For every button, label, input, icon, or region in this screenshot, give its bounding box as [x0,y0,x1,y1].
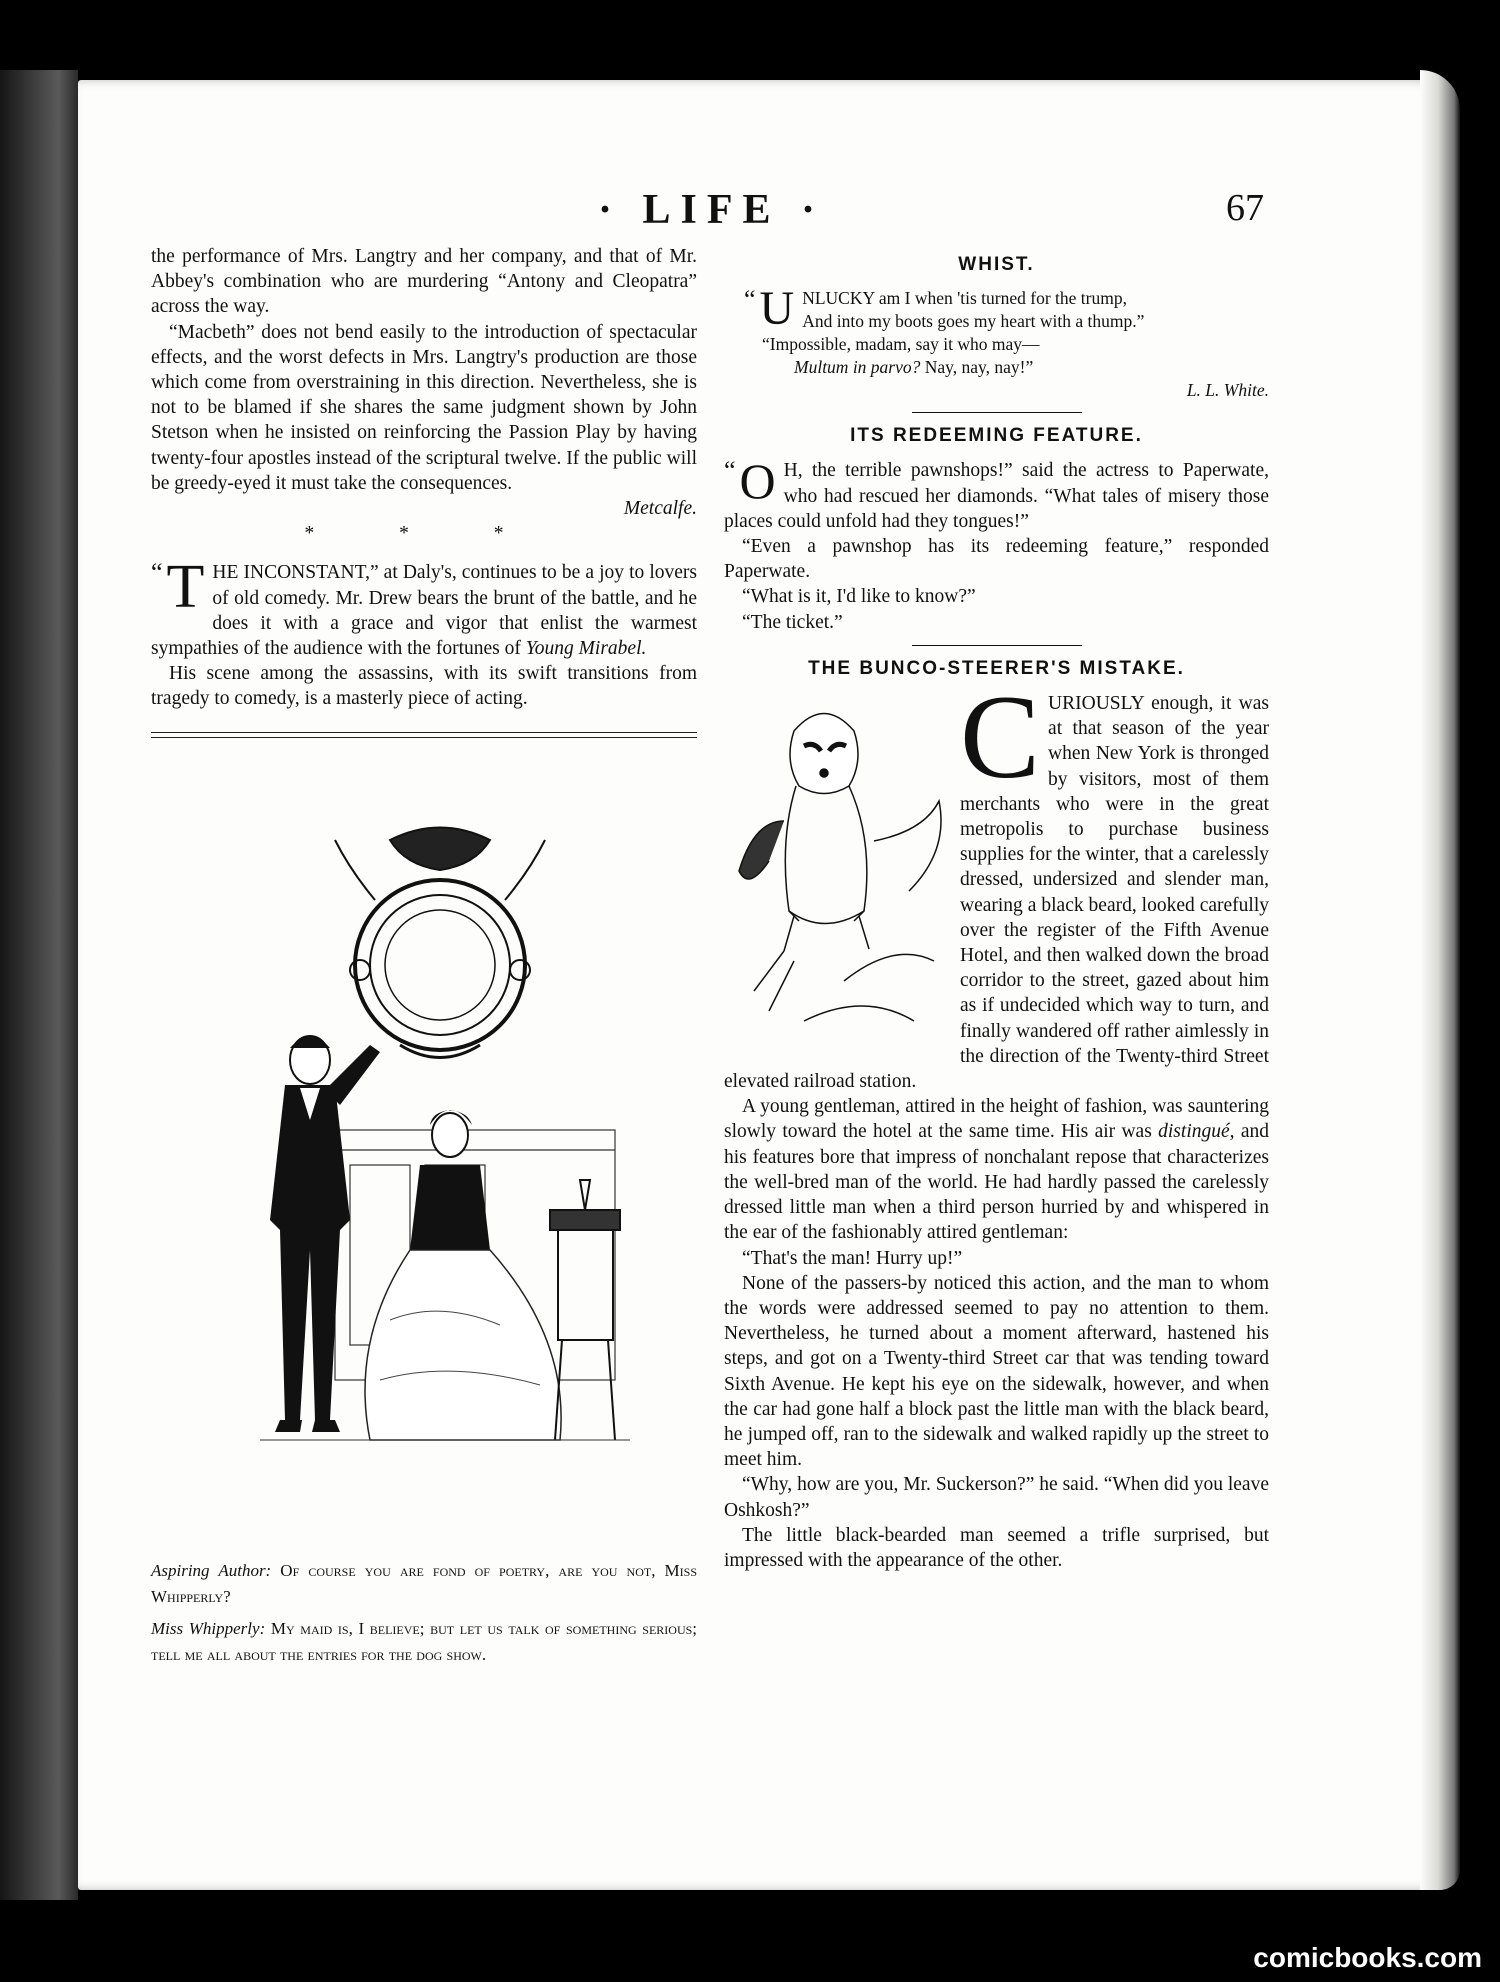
section-separator: * * * [304,523,544,545]
quote-mark: “ [151,558,163,588]
drop-cap: T [166,553,205,622]
paragraph-text: URIOUSLY enough, it was at that season of the year when New York is thronged by visitors, most of them merchants who were in the great metropolis to purchase business supplies for the winter, that a carelessly dressed, undersized and slender man, wearing a black beard, looked carefully over the register of the Fifth Avenue Hotel, and then walked down the broad corridor to the street, gazed about [960,693,1269,992]
section-heading: WHIST. [958,254,1035,275]
paragraph-text: and his features bore that impress of nonchalant repose that characterizes the well-bred man of the world. He had hardly passed the carelessly dressed little man when a third person hurried by and whispered in the ear of the fashionably attired gentleman: [724,1121,1270,1244]
caption-speaker: Miss Whipperly: [151,1619,266,1638]
paragraph-text: A young gentleman, attired in the height of fashion, was sauntering slowly toward the hotel at the same time. His air was [724,1096,1269,1143]
poem-line: And into my boots goes my heart with a thump.” [802,311,1145,332]
drop-cap: O [739,453,776,510]
paragraph: None of the passers-by noticed this action, and the man to whom the words were addressed seemed to pay no attention to them. Nevertheless, he turned about a moment afterward, hastened his steps, and got on a Twenty-third Street car that was tending toward Sixth Avenue. He kept his eye on the sidewalk, however, and when the car had gone half a block past the little man with the black beard, he jumped off, ran to the sidewalk and walked rapidly up the street to meet him. [724,1272,1269,1471]
wall-mirror [335,828,545,1058]
page-edge [1420,70,1460,1890]
italic-text: Young Mirabel. [525,638,647,660]
raccoon-illustration [724,691,954,1046]
signature: Metcalfe. [623,498,697,520]
left-column [151,244,697,738]
divider [912,645,1082,646]
parlor-illustration [240,820,640,1560]
paragraph: “What is it, I'd like to know?” [742,586,976,608]
illustration-caption [151,1558,697,1668]
paragraph-text: H, the terrible pawnshops!” said the actress to Paperwate, who had rescued her diamonds. “What tales of misery those places could unfold had they tongues!” [724,460,1269,532]
poem-italic: Multum in parvo? [794,357,921,378]
quote-mark: “ [724,456,736,486]
right-column [724,244,1269,1573]
caption-line: Of course you are fond of poetry, are you not, Miss Whipperly? [151,1561,697,1606]
divider [912,412,1082,413]
paragraph-text: HE INCONSTANT,” at Daly's, continues to be a joy to lovers of old comedy. Mr. Drew bears the brunt of the battle, and he does it with a grace and vigor that enlist the warmest sympathies of the audience with the fortunes of [151,562,697,660]
watermark: comicbooks.com [1253,1942,1482,1973]
italic-text: distingué, [1158,1121,1235,1143]
gentleman-figure [270,1036,380,1432]
paragraph: “Macbeth” does not bend easily to the introduction of spectacular effects, and the worst defects in Mrs. Langtry's production are those which come from overstraining in this direction. Nevertheless, she is not to be blamed if she shares the same judgment shown by John Stetson when he insisted on reinforcing the Passion Play by having twenty-four apostles instead of the scriptural twelve. If the public will be greedy-eyed it must take the consequences. [151,321,697,494]
caption-speaker: Aspiring Author: [151,1561,272,1580]
quote-mark: “ [744,285,756,315]
paragraph: The little black-bearded man seemed a trifle surprised, but impressed with the appearance of the other. [724,1524,1269,1571]
poem-line: “Impossible, madam, say it who may— [762,334,1040,355]
paragraph [151,553,697,661]
whist-poem [744,282,1269,402]
drop-cap: C [960,670,1041,804]
page-gutter-shadow [0,70,78,1900]
paragraph: “The ticket.” [742,611,843,633]
paragraph-text: him as if undecided which way to turn, and finally wandered off rather aimlessly in the direction of the Twenty-third Street elevated railroad station. [724,970,1269,1093]
paragraph [724,453,1269,534]
paragraph: “Even a pawnshop has its redeeming feature,” responded Paperwate. [724,536,1269,583]
paragraph: “That's the man! Hurry up!” [742,1247,963,1269]
double-rule [151,732,697,738]
drop-cap: U [759,282,795,336]
poem-line: NLUCKY am I when 'tis turned for the trump, [802,288,1127,309]
paragraph: the performance of Mrs. Langtry and her company, and that of Mr. Abbey's combination who are murdering “Antony and Cleopatra” across the way. [151,246,697,318]
poem-line: Nay, nay, nay!” [924,357,1034,378]
paragraph [724,1094,1269,1245]
paragraph: “Why, how are you, Mr. Suckerson?” he said. “When did you leave Oshkosh?” [724,1474,1269,1521]
caption-line: My maid is, I believe; but let us talk of something serious; tell me all about the entries for the dog show. [151,1619,698,1664]
page-number: 67 [1226,187,1264,229]
signature: L. L. White. [1186,380,1269,401]
lady-figure [365,1110,561,1440]
paragraph: His scene among the assassins, with its swift transitions from tragedy to comedy, is a masterly piece of acting. [151,663,697,710]
section-heading: ITS REDEEMING FEATURE. [850,425,1143,447]
section-heading: THE BUNCO-STEERER'S MISTAKE. [808,657,1185,679]
masthead: · LIFE · [598,187,826,233]
